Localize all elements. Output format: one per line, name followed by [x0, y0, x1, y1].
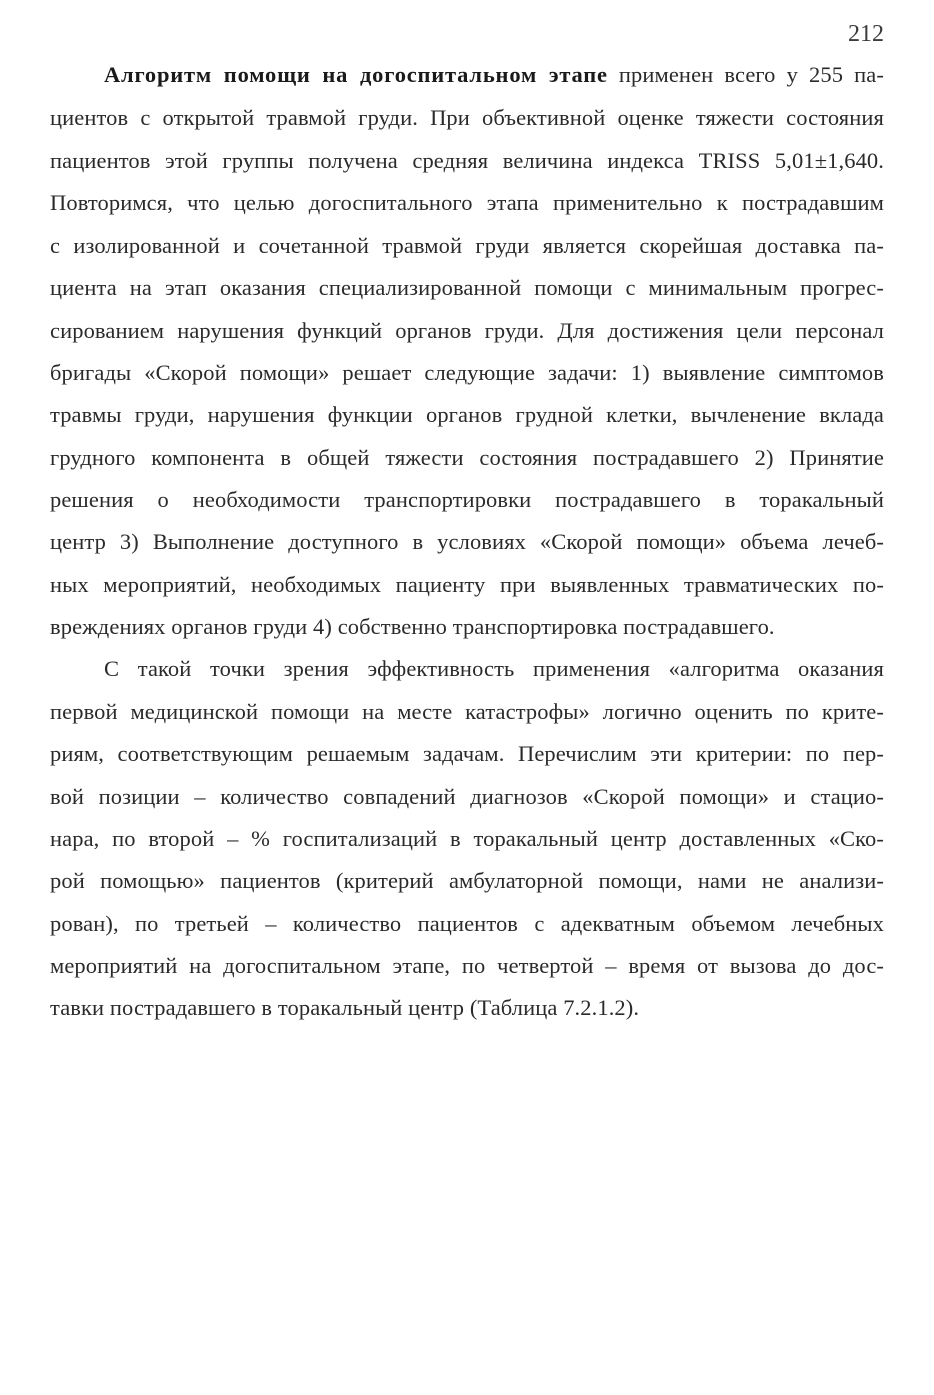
paragraph-1-line-11: решения о необходимости транспортировки пострадавшего в торакальный	[50, 487, 884, 512]
paragraph-1-line-6: циента на этап оказания специализированной помощи с минимальным прогрес-	[50, 275, 884, 300]
paragraph-1-line-1	[104, 60, 884, 90]
paragraph-1-line-14: вреждениях органов груди 4) собственно транспортировка пострадавшего.	[50, 614, 775, 639]
paragraph-1-line-9: травмы груди, нарушения функции органов грудной клетки, вычленение вклада	[50, 402, 884, 427]
paragraph-1-line-5: с изолированной и сочетанной травмой груди является скорейшая доставка па-	[50, 233, 884, 258]
paragraph-1-line-13: ных мероприятий, необходимых пациенту при выявленных травматических по-	[50, 572, 884, 597]
paragraph-2-line-6: рой помощью» пациентов (критерий амбулаторной помощи, нами не анализи-	[50, 868, 884, 893]
paragraph-1-line-3: пациентов этой группы получена средняя величина индекса TRISS 5,01±1,640.	[50, 148, 884, 173]
bold-lead-phrase: Алгоритм помощи на догоспитальном этапе	[104, 62, 608, 87]
paragraph-2-line-7: рован), по третьей – количество пациентов с адекватным объемом лечебных	[50, 911, 884, 936]
paragraph-1-line-2: циентов с открытой травмой груди. При объективной оценке тяжести состояния	[50, 105, 884, 130]
paragraph-1-line-4: Повторимся, что целью догоспитального этапа применительно к пострадавшим	[50, 190, 884, 215]
paragraph-2-line-1: С такой точки зрения эффективность применения «алгоритма оказания	[104, 656, 884, 681]
paragraph-1-line-7: сированием нарушения функций органов груди. Для достижения цели персонал	[50, 318, 884, 343]
paragraph-2-line-3: риям, соответствующим решаемым задачам. Перечислим эти критерии: по пер-	[50, 741, 884, 766]
paragraph-2-line-5: нара, по второй – % госпитализаций в торакальный центр доставленных «Ско-	[50, 826, 884, 851]
paragraph-1-line-1-text: применен всего у 255 па-	[607, 62, 884, 87]
paragraph-2-line-9: тавки пострадавшего в торакальный центр (Таблица 7.2.1.2).	[50, 995, 640, 1020]
paragraph-1-line-10: грудного компонента в общей тяжести состояния пострадавшего 2) Принятие	[50, 445, 884, 470]
paragraph-2-line-8: мероприятий на догоспитальном этапе, по четвертой – время от вызова до дос-	[50, 953, 884, 978]
paragraph-1-line-8: бригады «Скорой помощи» решает следующие задачи: 1) выявление симптомов	[50, 360, 884, 385]
paragraph-1-line-12: центр 3) Выполнение доступного в условиях «Скорой помощи» объема лечеб-	[50, 529, 884, 554]
page-number: 212	[848, 21, 884, 47]
paragraph-2-line-4: вой позиции – количество совпадений диагнозов «Скорой помощи» и стацио-	[50, 784, 884, 809]
paragraph-2-line-2: первой медицинской помощи на месте катастрофы» логично оценить по крите-	[50, 699, 884, 724]
